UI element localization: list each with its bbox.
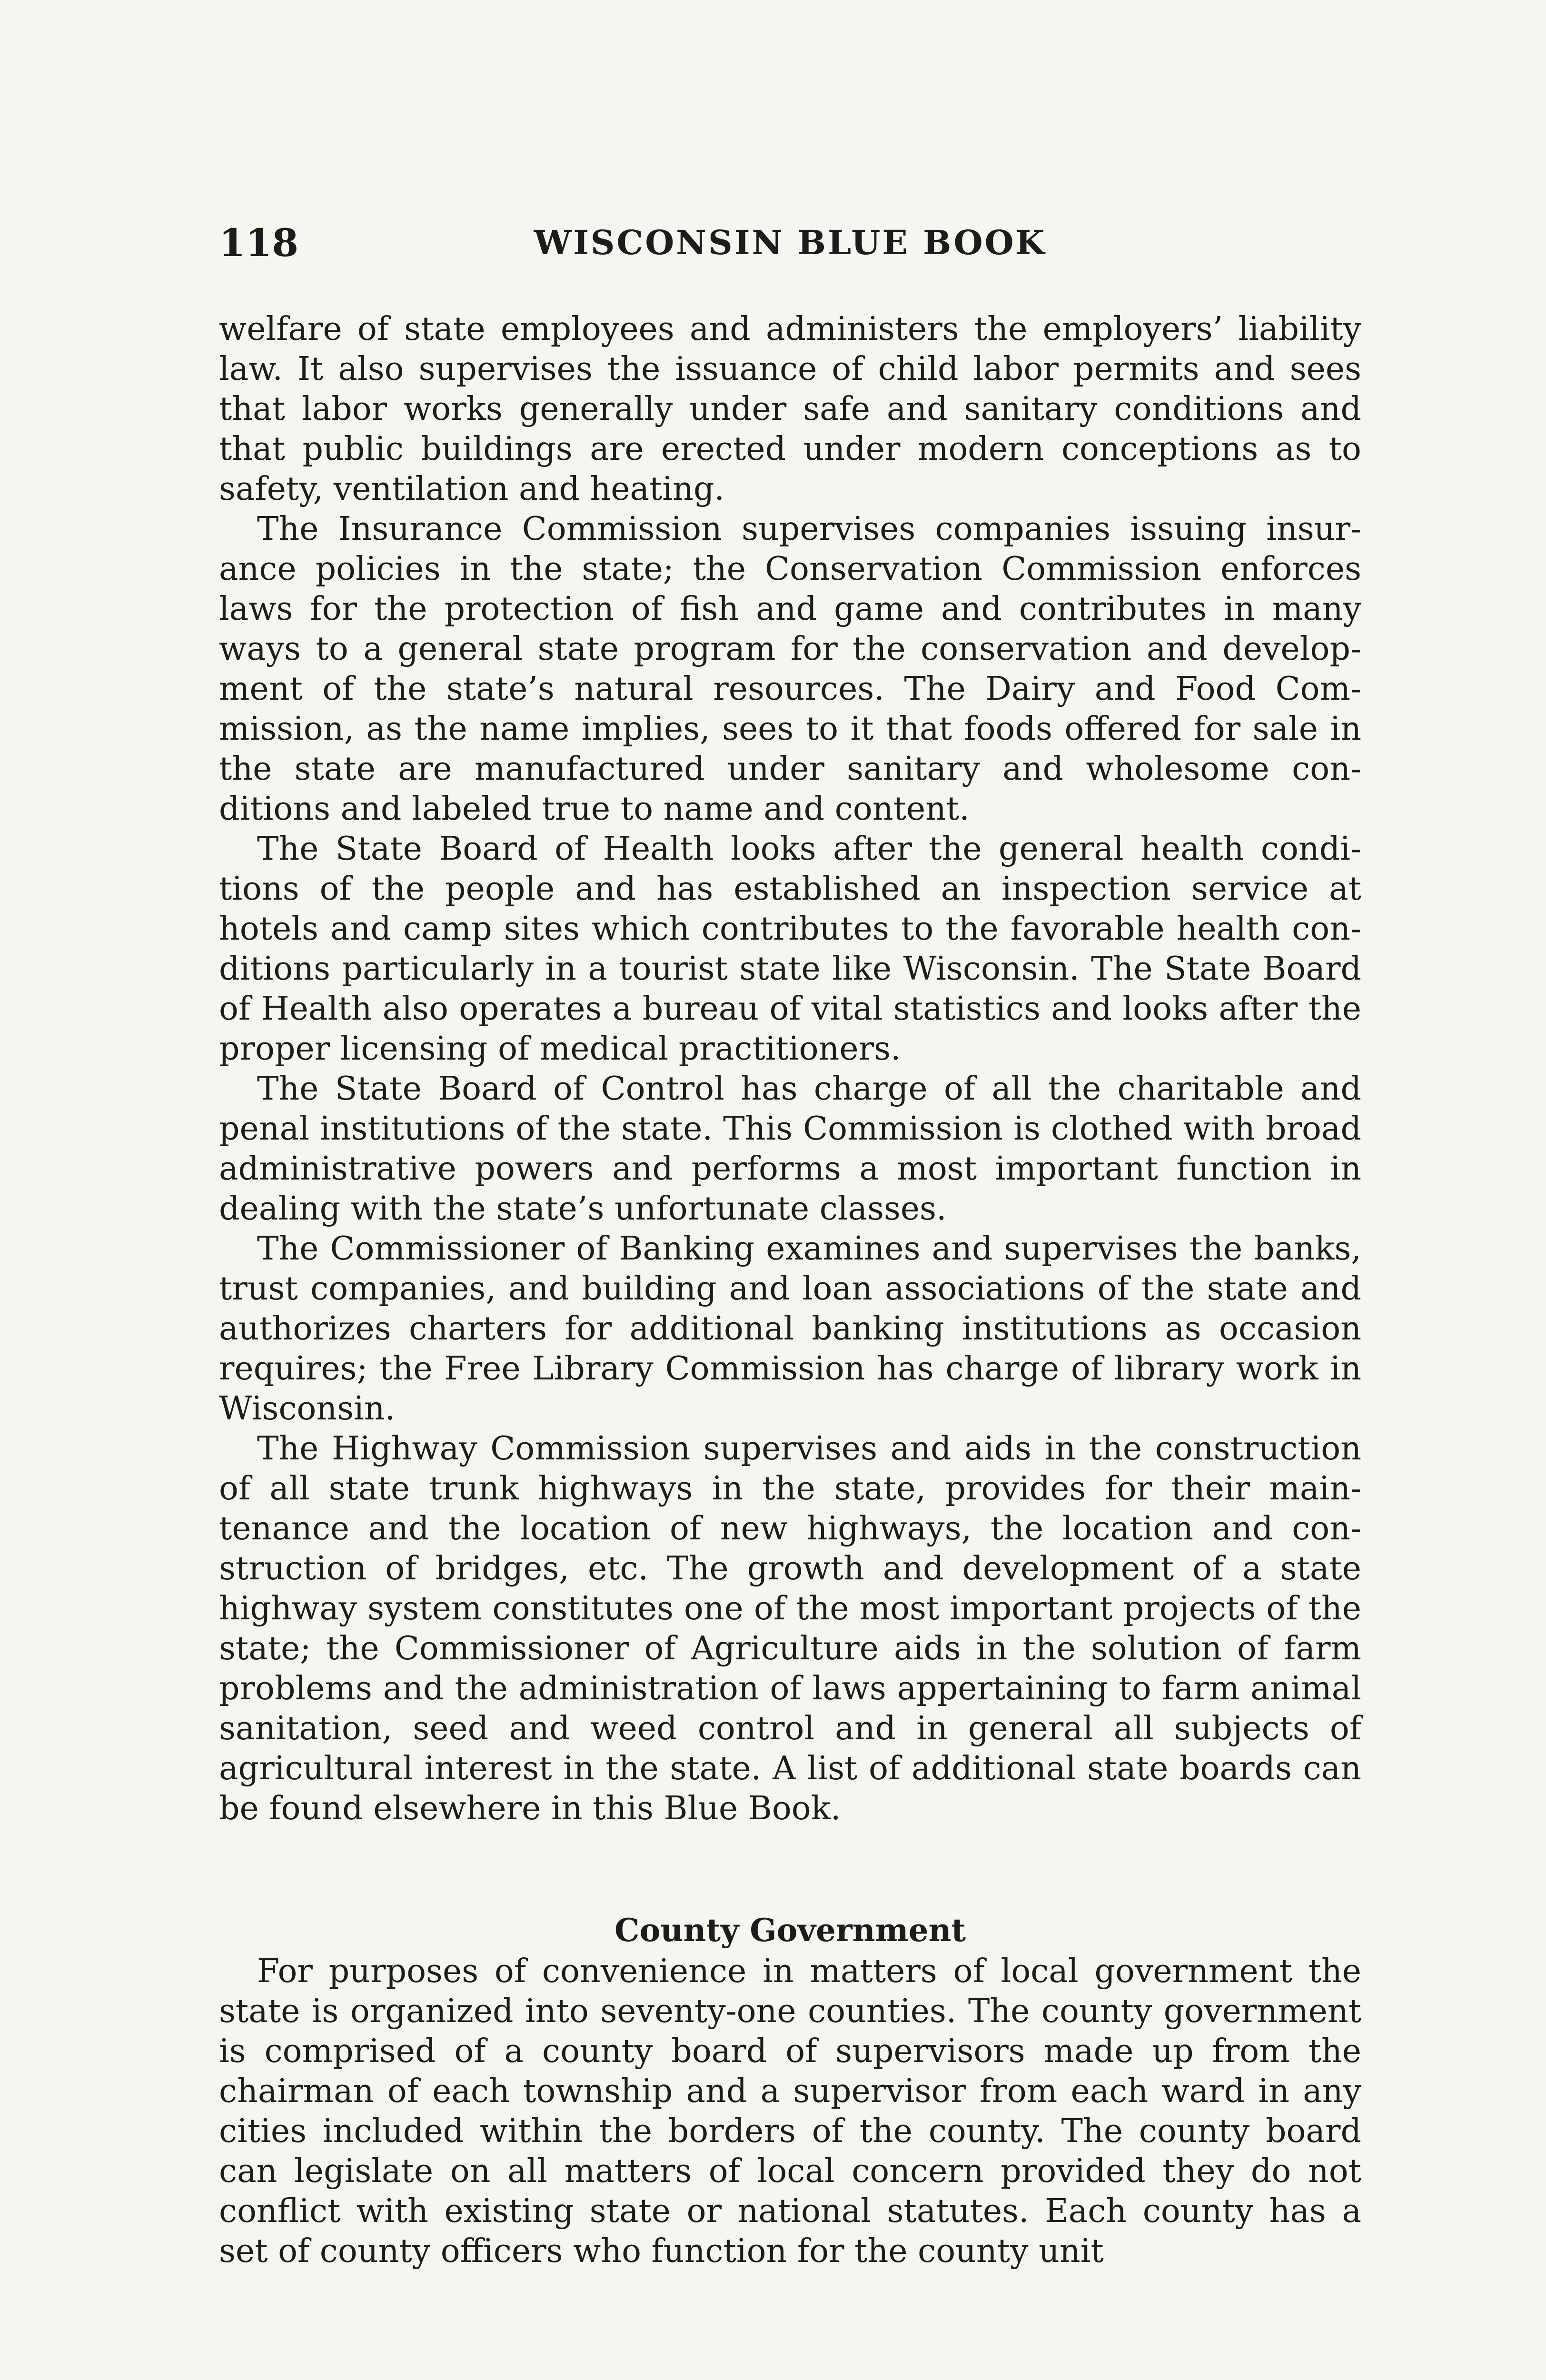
state-agencies-text: [219, 309, 1361, 1829]
paragraph-insurance-commission: The Insurance Commission supervises companies issuing insurance policies in the state; the Conservation Commission enforces laws for the protection of fish and game and contributes in many ways to a general state program for the conservation and development of the state’s natural resources. The Dairy and Food Commission, as the name implies, sees to it that foods offered for sale in the state are manufactured under sanitary and wholesome conditions and labeled true to name and content.: [219, 510, 1361, 828]
page-number: 118: [219, 220, 298, 265]
paragraph-county-government: For purposes of convenience in matters of local government the state is organized into seventy-one counties. The county government is comprised of a county board of supervisors made up from the chairman of each township and a supervisor from each ward in any cities included within the borders of the county. The county board can legislate on all matters of local concern provided they do not conflict with existing state or national statutes. Each county has a set of county officers who function for the county unit: [219, 1953, 1361, 2270]
county-government-text: [219, 1952, 1361, 2271]
book-title: WISCONSIN BLUE BOOK: [534, 223, 1047, 262]
section-heading-county-government: County Government: [614, 1911, 966, 1949]
paragraph-board-of-health: The State Board of Health looks after the general health conditions of the people and has established an inspection service at hotels and camp sites which contributes to the favorable health conditions particularly in a tourist state like Wisconsin. The State Board of Health also operates a bureau of vital statistics and looks after the proper licensing of medical practitioners.: [219, 830, 1361, 1068]
paragraph-continued: welfare of state employees and administers the employers’ liability law. It also supervises the issuance of child labor permits and sees that labor works generally under safe and sanitary conditions and that public buildings are erected under modern conceptions as to safety, ventilation and heating.: [219, 310, 1361, 508]
paragraph-board-of-control: The State Board of Control has charge of all the charitable and penal institutions of the state. This Commission is clothed with broad administrative powers and performs a most important function in dealing with the state’s unfortunate classes.: [219, 1070, 1361, 1228]
running-head: [219, 217, 1361, 269]
paragraph-commissioner-of-banking: The Commissioner of Banking examines and supervises the banks, trust companies, and building and loan associations of the state and authorizes charters for additional banking institutions as occasion requires; the Free Library Commission has charge of library work in Wisconsin.: [219, 1230, 1361, 1428]
paragraph-highway-commission: The Highway Commission supervises and aids in the construction of all state trunk highways in the state, provides for their maintenance and the location of new highways, the location and construction of bridges, etc. The growth and development of a state highway system constitutes one of the most important projects of the state; the Commissioner of Agriculture aids in the solution of farm problems and the administration of laws appertaining to farm animal sanitation, seed and weed control and in general all subjects of agricultural interest in the state. A list of additional state boards can be found elsewhere in this Blue Book.: [219, 1430, 1361, 1827]
